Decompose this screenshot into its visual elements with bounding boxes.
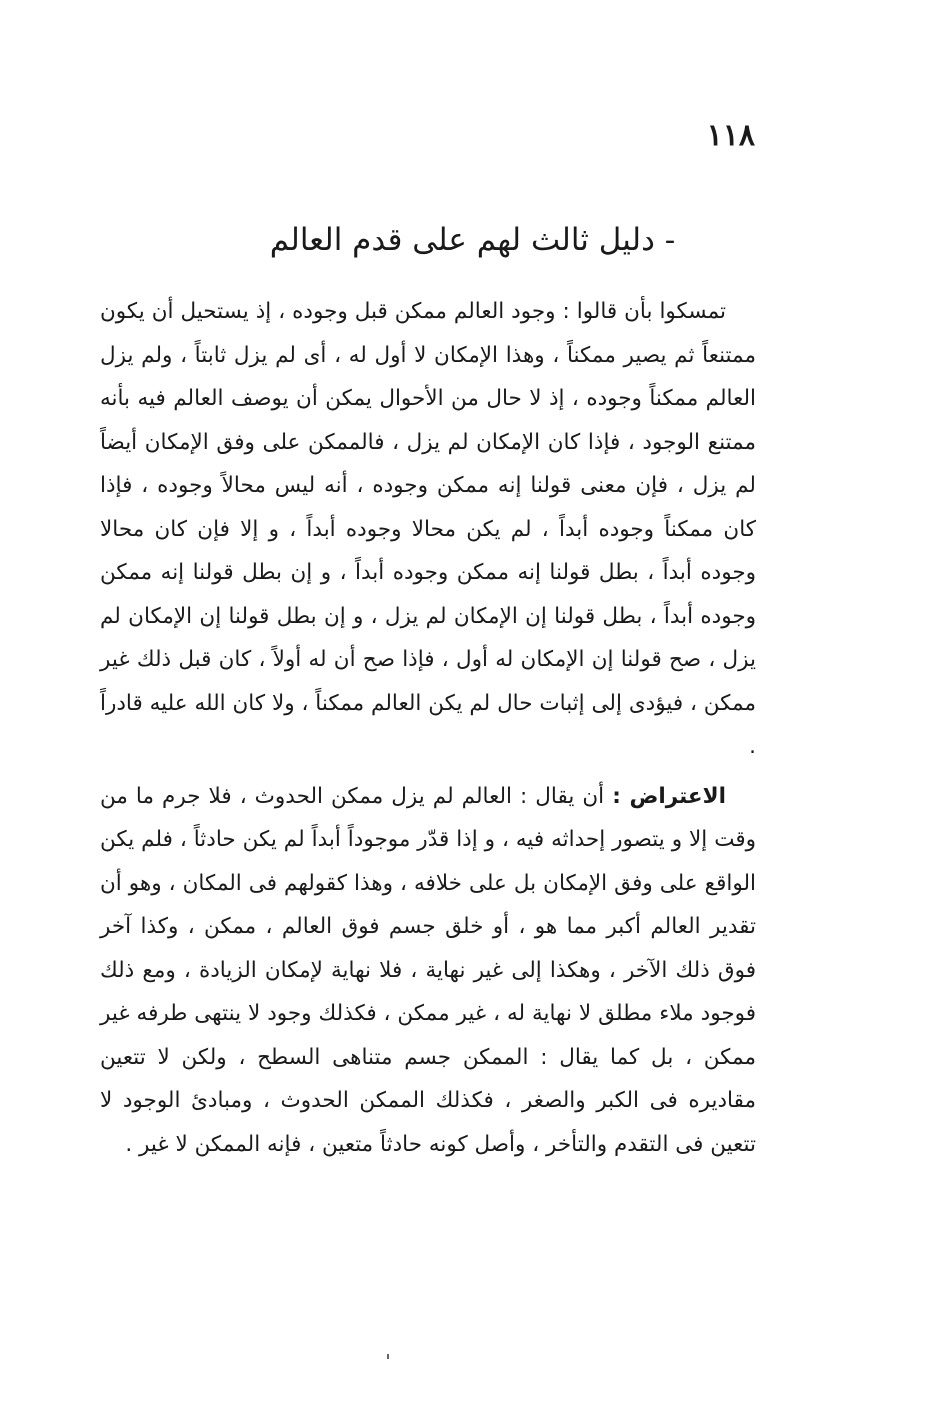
page-number: ١١٨ bbox=[706, 118, 755, 153]
paragraph-objection bbox=[100, 775, 756, 1167]
body-text bbox=[100, 290, 756, 1166]
objection-text: أن يقال : العالم لم يزل ممكن الحدوث ، فلا جرم ما من وقت إلا و يتصور إحداثه فيه ، و إذا قدّر موجوداً أبداً لم يكن حادثاً ، فلم يكن الواقع على وفق الإمكان بل على خلافه ، وهذا كقولهم فى المكان ، وهو أن تقدير العالم أكبر مما هو ، أو خلق جسم فوق العالم ، ممكن ، وكذا آخر فوق ذلك الآخر ، وهكذا إلى غير نهاية ، فلا نهاية لإمكان الزيادة ، ومع ذلك فوجود ملاء مطلق لا نهاية له ، غير ممكن ، فكذلك وجود لا ينتهى طرفه غير ممكن ، بل كما يقال : الممكن جسم متناهى السطح ، ولكن لا تتعين مقاديره فى الكبر والصغر ، فكذلك الممكن الحدوث ، ومبادئ الوجود لا تتعين فى التقدم والتأخر ، وأصل كونه حادثاً متعين ، فإنه الممكن لا غير . bbox=[100, 783, 756, 1157]
objection-term: الاعتراض : bbox=[612, 783, 727, 809]
page-speck bbox=[387, 1354, 389, 1359]
paragraph-argument: تمسكوا بأن قالوا : وجود العالم ممكن قبل وجوده ، إذ يستحيل أن يكون ممتنعاً ثم يصير ممكناً ، وهذا الإمكان لا أول له ، أى لم يزل ثابتاً ، ولم يزل العالم ممكناً وجوده ، إذ لا حال من الأحوال يمكن أن يوصف العالم فيه بأنه ممتنع الوجود ، فإذا كان الإمكان لم يزل ، فالممكن على وفق الإمكان أيضاً لم يزل ، فإن معنى قولنا إنه ممكن وجوده ، أنه ليس محالاً وجوده ، فإذا كان ممكناً وجوده أبداً ، لم يكن محالا وجوده أبداً ، و إلا فإن كان محالا وجوده أبداً ، بطل قولنا إنه ممكن وجوده أبداً ، و إن بطل قولنا إنه ممكن وجوده أبداً ، بطل قولنا إن الإمكان لم يزل ، و إن بطل قولنا إن الإمكان لم يزل ، صح قولنا إن الإمكان له أول ، فإذا صح أن له أولاً ، كان قبل ذلك غير ممكن ، فيؤدى إلى إثبات حال لم يكن العالم ممكناً ، ولا كان الله عليه قادراً . bbox=[100, 299, 756, 759]
section-heading: - دليل ثالث لهم على قدم العالم bbox=[269, 222, 676, 258]
